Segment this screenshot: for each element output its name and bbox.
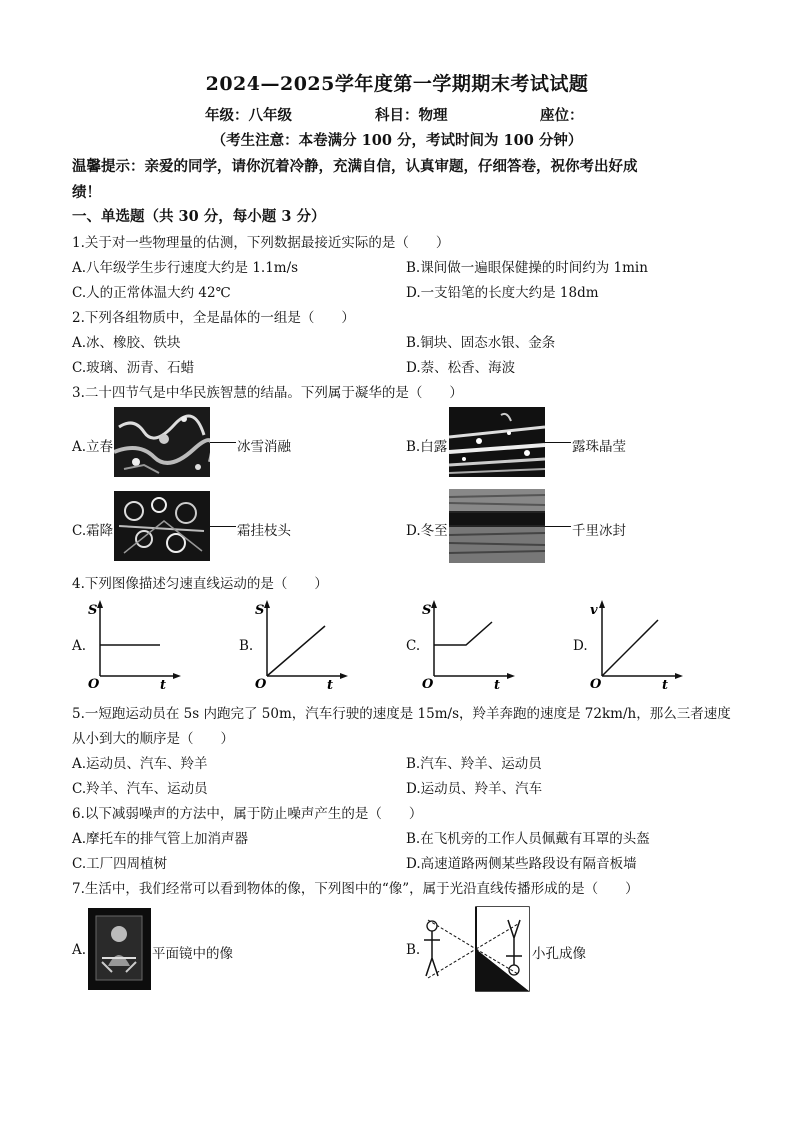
q3-option-a-label: A.立春: [72, 439, 114, 455]
q2-stem: 2.下列各组物质中，全是晶体的一组是（ ）: [72, 310, 355, 326]
reminder-line-1: 温馨提示：亲爱的同学，请你沉着冷静，充满自信，认真审题，仔细答卷，祝你考出好成: [72, 158, 638, 175]
q3-photo-frost: [114, 491, 210, 561]
q5-stem-line-1: 5.一短跑运动员在 5s 内跑完了 50m，汽车行驶的速度是 15m/s，羚羊奔跑的速度是 72km/h，那么三者速度: [72, 706, 731, 722]
q6-option-b: B.在飞机旁的工作人员佩戴有耳罩的头盔: [406, 831, 650, 847]
q3-stem: 3.二十四节气是中华民族智慧的结晶。下列属于凝华的是（ ）: [72, 385, 463, 401]
exam-note: （考生注意：本卷满分 100 分，考试时间为 100 分钟）: [211, 132, 583, 149]
q4-c-origin: O: [422, 677, 434, 690]
q1-stem: 1.关于对一些物理量的估测，下列数据最接近实际的是（ ）: [72, 235, 450, 251]
q4-d-ylabel: v: [590, 603, 598, 618]
q4-a-origin: O: [88, 677, 100, 690]
grade-label: 年级：八年级: [205, 107, 292, 124]
q5-option-a: A.运动员、汽车、羚羊: [72, 756, 208, 772]
q3-option-d-caption: 千里冰封: [572, 523, 626, 539]
reminder-line-2: 绩！: [72, 184, 101, 201]
q3-c-connector: [210, 526, 236, 527]
q7-option-b-caption: 小孔成像: [532, 946, 586, 962]
q1-option-a: A.八年级学生步行速度大约是 1.1m/s: [72, 260, 299, 276]
q6-option-d: D.高速道路两侧某些路段设有隔音板墙: [406, 856, 637, 872]
q3-photo-frozen-land: [449, 489, 545, 563]
q4-graph-a: [86, 598, 186, 690]
q4-c-xlabel: t: [494, 678, 501, 690]
q3-option-b-caption: 露珠晶莹: [572, 439, 626, 455]
q3-option-c-caption: 霜挂枝头: [237, 523, 291, 539]
q4-option-d-label: D.: [573, 638, 588, 654]
q7-option-a-caption: 平面镜中的像: [152, 946, 233, 962]
seat-label: 座位：: [540, 107, 584, 124]
q4-option-b-label: B.: [239, 638, 254, 654]
q4-b-line: [267, 626, 325, 676]
q4-b-ylabel: S: [255, 603, 265, 618]
section-title: 一、单选题（共 30 分，每小题 3 分）: [72, 208, 326, 225]
q3-photo-spring-thaw: [114, 407, 210, 477]
q6-option-a: A.摩托车的排气管上加消声器: [72, 831, 249, 847]
q4-b-xlabel: t: [327, 678, 334, 690]
q4-option-a-label: A.: [72, 638, 87, 654]
q1-option-c: C.人的正常体温大约 42℃: [72, 285, 231, 301]
q4-graph-c: [420, 598, 520, 690]
q5-stem-line-2: 从小到大的顺序是（ ）: [72, 731, 234, 747]
q7-option-a-label: A.: [72, 942, 87, 958]
q2-option-c: C.玻璃、沥青、石蜡: [72, 360, 195, 376]
q3-photo-white-dew: [449, 407, 545, 477]
q4-b-origin: O: [255, 677, 267, 690]
q2-option-a: A.冰、橡胶、铁块: [72, 335, 181, 351]
q4-stem: 4.下列图像描述匀速直线运动的是（ ）: [72, 576, 328, 592]
q1-option-b: B.课间做一遍眼保健操的时间约为 1min: [406, 260, 648, 276]
q5-option-c: C.羚羊、汽车、运动员: [72, 781, 208, 797]
q3-option-d-label: D.冬至: [406, 523, 448, 539]
q3-d-connector: [545, 526, 571, 527]
subject-label: 科目：物理: [375, 107, 448, 124]
q4-d-line: [602, 620, 658, 676]
q2-option-d: D.萘、松香、海波: [406, 360, 516, 376]
q5-option-d: D.运动员、羚羊、汽车: [406, 781, 543, 797]
q7-diagram-pinhole-camera: [418, 906, 530, 992]
q3-option-b-label: B.白露: [406, 439, 448, 455]
exam-title: 2024—2025学年度第一学期期末考试试题: [205, 73, 589, 95]
q5-option-b: B.汽车、羚羊、运动员: [406, 756, 542, 772]
q7-option-b-label: B.: [406, 942, 421, 958]
q4-c-ylabel: S: [422, 603, 432, 618]
q7-photo-mirror-image: [88, 908, 151, 990]
q4-d-origin: O: [590, 677, 602, 690]
q4-graph-d: [588, 598, 688, 690]
q6-option-c: C.工厂四周植树: [72, 856, 168, 872]
q4-d-xlabel: t: [662, 678, 669, 690]
q1-option-d: D.一支铅笔的长度大约是 18dm: [406, 285, 599, 301]
q3-option-a-caption: 冰雪消融: [237, 439, 291, 455]
q4-option-c-label: C.: [406, 638, 421, 654]
reminder: [72, 154, 732, 206]
q7-stem: 7.生活中，我们经常可以看到物体的像，下列图中的“像”，属于光沿直线传播形成的是（ ）: [72, 881, 639, 897]
q2-option-b: B.铜块、固态水银、金条: [406, 335, 556, 351]
q3-a-connector: [210, 442, 236, 443]
q4-c-line: [434, 622, 492, 645]
q4-a-xlabel: t: [160, 678, 167, 690]
q3-b-connector: [545, 442, 571, 443]
q4-a-ylabel: S: [88, 603, 98, 618]
q3-option-c-label: C.霜降: [72, 523, 114, 539]
q6-stem: 6.以下减弱噪声的方法中，属于防止噪声产生的是（ ）: [72, 806, 423, 822]
q4-graph-b: [253, 598, 353, 690]
